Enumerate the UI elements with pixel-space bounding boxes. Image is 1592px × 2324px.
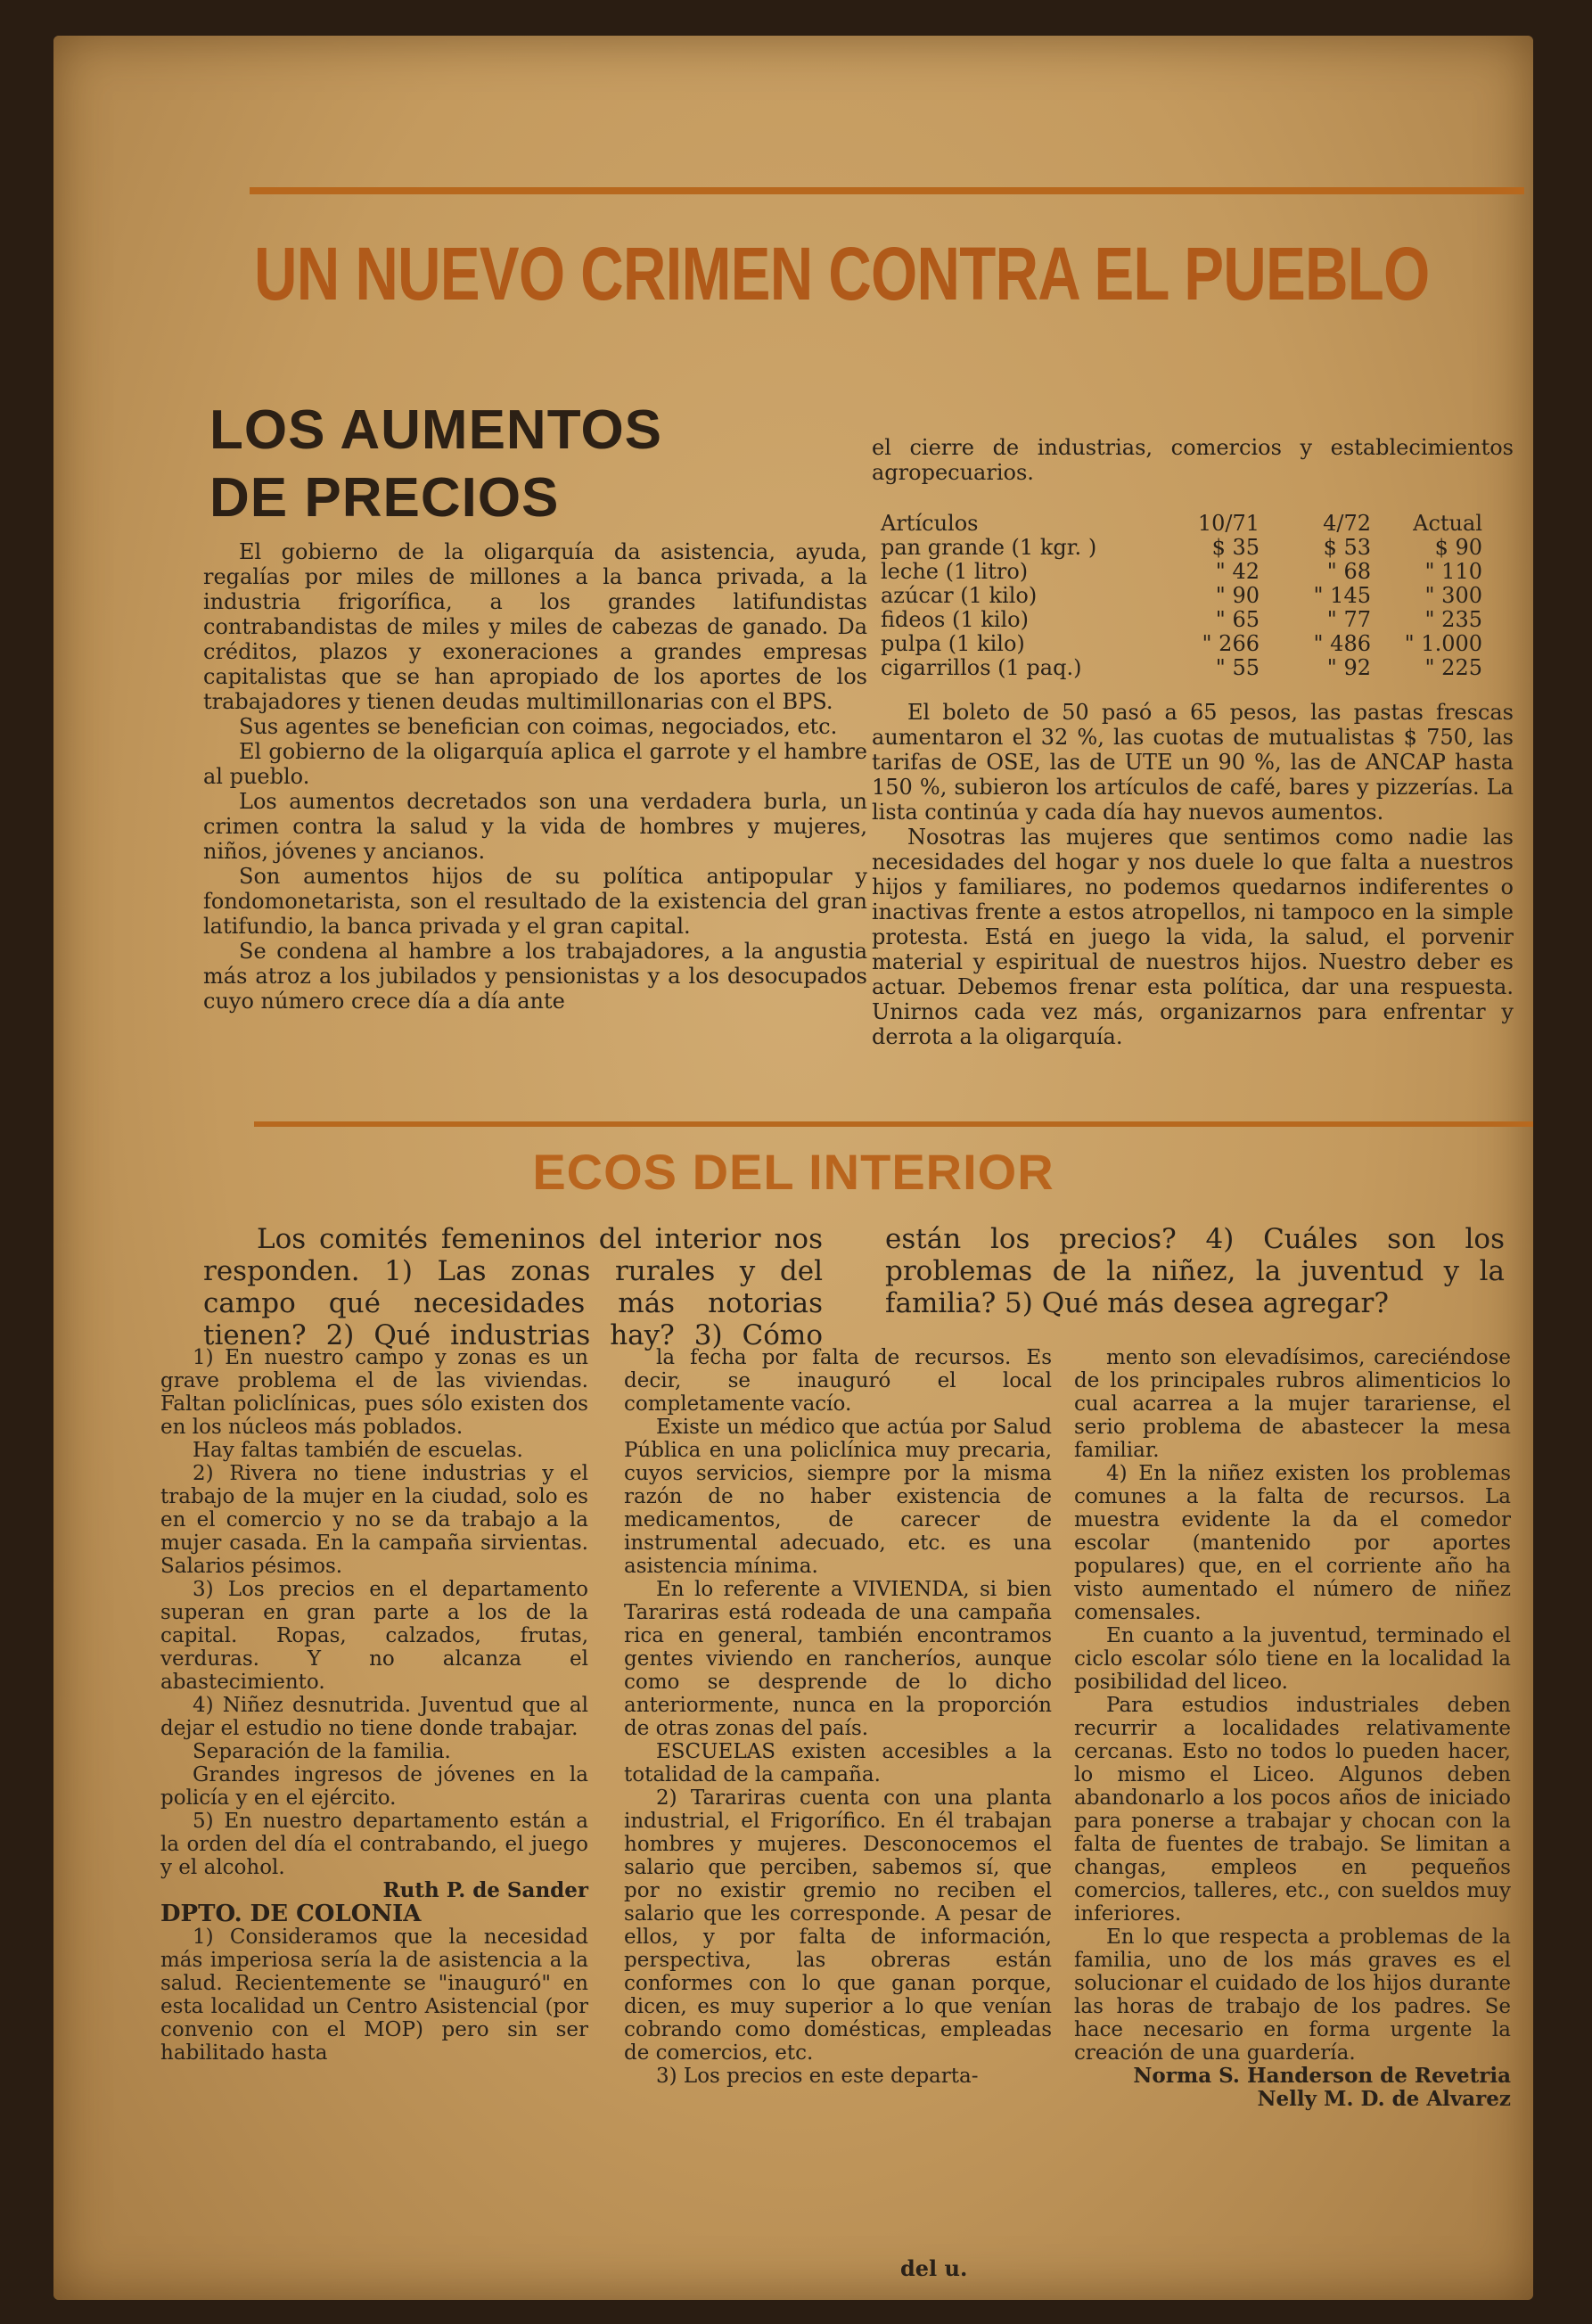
table-cell: " 68 [1326, 559, 1371, 584]
table-cell: cigarrillos (1 paq.) [881, 655, 1082, 680]
section-title-line2: DE PRECIOS [209, 467, 560, 529]
ecos-column-1 [160, 1346, 588, 2065]
paragraph: ESCUELAS existen accesibles a la totalidad de la campaña. [624, 1740, 1052, 1786]
ecos-column-2 [624, 1346, 1052, 2088]
table-cell: azúcar (1 kilo) [881, 583, 1038, 608]
paragraph: Los comités femeninos del interior nos responden. 1) Las zonas rurales y del campo qué necesidades más notorias tienen? 2) Qué industrias hay? 3) Cómo están los precios? 4) Cuáles son los problemas de la niñez, la juventud y la familia? 5) Qué más desea agregar? [203, 1223, 1505, 1351]
paragraph: Nosotras las mujeres que sentimos como nadie las necesidades del hogar y nos duele lo que falta a nuestros hijos y familiares, no podemos quedarnos indiferentes o inactivas frente a estos atropellos, ni tampoco en la simple protesta. Está en juego la vida, la salud, el porvenir material y espiritual de nuestros hijos. Nuestro deber es actuar. Debemos frenar esta política, dar una respuesta. Unirnos cada vez más, organizarnos para enfrentar y derrota a la oligarquía. [872, 825, 1514, 1049]
table-row [872, 608, 1491, 632]
aumentos-column-left [203, 539, 867, 1014]
paragraph: mento son elevadísimos, careciéndose de los principales rubros alimenticios lo cual acarrea a la mujer tarariense, el serio problema de abastecer la mesa familiar. [1074, 1346, 1511, 1462]
table-header: 10/71 [1197, 511, 1260, 536]
table-cell: " 77 [1326, 607, 1371, 632]
paragraph: 3) Los precios en este departa- [656, 2065, 979, 2088]
ecos-intro [203, 1223, 1505, 1351]
paragraph: 1) Consideramos que la necesidad más imperiosa sería la de asistencia a la salud. Recientemente se "inauguró" en esta localidad un Centro Asistencial (por convenio con el MOP) pero sin ser habilitado hasta [160, 1926, 588, 2065]
table-cell: $ 90 [1434, 535, 1482, 560]
table-cell: " 65 [1215, 607, 1260, 632]
paragraph: Para estudios industriales deben recurrir a localidades relativamente cercanas. Esto no todos lo pueden hacer, lo mismo el Liceo. Algunos deben abandonarlo a los pocos años de iniciado para ponerse a trabajar y chocan con la falta de fuentes de trabajo. Se limitan a changas, empleos en pequeños comercios, talleres, etc., con sueldos muy inferiores. [1074, 1694, 1511, 1926]
table-cell: " 110 [1424, 559, 1482, 584]
paragraph: En lo referente a VIVIENDA, si bien Tarariras está rodeada de una campaña rica en general, también encontramos gentes viviendo en rancheríos, aunque como se desprende de lo dicho anteriormente, nunca en la proporción de otras zonas del país. [624, 1578, 1052, 1740]
paragraph: Separación de la familia. [193, 1740, 451, 1763]
paragraph: Son aumentos hijos de su política antipopular y fondomonetarista, son el resultado de la existencia del gran latifundio, la banca privada y el gran capital. [203, 864, 867, 939]
price-table [872, 512, 1491, 680]
table-row [872, 656, 1491, 680]
table-row [872, 584, 1491, 608]
table-cell: " 235 [1424, 607, 1482, 632]
table-cell: $ 35 [1211, 535, 1260, 560]
table-row [872, 536, 1491, 560]
table-cell: " 486 [1313, 631, 1371, 656]
section-title-ecos: ECOS DEL INTERIOR [532, 1144, 1054, 1200]
table-cell: " 1.000 [1404, 631, 1482, 656]
paragraph: 4) En la niñez existen los problemas comunes a la falta de recursos. La muestra evidente la da el comedor escolar (mantenido por aportes populares) que, en el corriente año ha visto aumentado el número de niñez comensales. [1074, 1462, 1511, 1624]
table-cell: pan grande (1 kgr. ) [881, 535, 1097, 560]
section-title-aumentos [209, 397, 662, 532]
aumentos-column-right [872, 435, 1514, 1049]
middle-rule [254, 1121, 1533, 1127]
section-title-line1: LOS AUMENTOS [209, 399, 663, 461]
paragraph: 2) Rivera no tiene industrias y el trabajo de la mujer en la ciudad, solo es en el comercio y no se da trabajo a la mujer casada. En la campaña sirvientas. Salarios pésimos. [160, 1462, 588, 1578]
table-cell: " 42 [1215, 559, 1260, 584]
newspaper-page [53, 36, 1533, 2300]
paragraph: el cierre de industrias, comercios y establecimientos agropecuarios. [872, 435, 1514, 485]
paragraph: El boleto de 50 pasó a 65 pesos, las pastas frescas aumentaron el 32 %, las cuotas de mutualistas $ 750, las tarifas de OSE, las de UTE un 90 %, las de ANCAP hasta 150 %, subieron los artículos de café, bares y pizzerías. La lista continúa y cada día hay nuevos aumentos. [872, 700, 1514, 825]
table-header-row [872, 512, 1491, 536]
subhead-colonia: DPTO. DE COLONIA [160, 1901, 422, 1927]
table-cell: " 225 [1424, 655, 1482, 680]
headline: UN NUEVO CRIMEN CONTRA EL PUEBLO [254, 232, 1430, 316]
table-cell: " 266 [1202, 631, 1260, 656]
paragraph: la fecha por falta de recursos. Es decir, se inauguró el local completamente vacío. [624, 1346, 1052, 1416]
top-rule [250, 187, 1524, 194]
paragraph: Los aumentos decretados son una verdadera burla, un crimen contra la salud y la vida de hombres y mujeres, niños, jóvenes y ancianos. [203, 789, 867, 864]
signature: Nelly M. D. de Alvarez [1257, 2087, 1511, 2111]
paragraph: 2) Tarariras cuenta con una planta industrial, el Frigorífico. En él trabajan hombres y mujeres. Desconocemos el salario que perciben, sabemos sí, que por no existir gremio no reciben el salario que les corresponde. A pesar de ellos, y por falta de información, perspectiva, las obreras están conformes con lo que ganan porque, dicen, es muy superior a lo que venían cobrando como domésticas, empleadas de comercios, etc. [624, 1786, 1052, 2065]
paragraph: 5) En nuestro departamento están a la orden del día el contrabando, el juego y el alcohol. [160, 1810, 588, 1879]
paragraph: En cuanto a la juventud, terminado el ciclo escolar sólo tiene en la localidad la posibilidad del liceo. [1074, 1624, 1511, 1694]
paragraph: 1) En nuestro campo y zonas es un grave problema el de las viviendas. Faltan policlínicas, pues sólo existen dos en los núcleos más poblados. [160, 1346, 588, 1439]
paragraph: Hay faltas también de escuelas. [193, 1439, 523, 1462]
table-cell: " 300 [1424, 583, 1482, 608]
table-cell: " 145 [1313, 583, 1371, 608]
signature: Ruth P. de Sander [382, 1878, 588, 1902]
paragraph: Existe un médico que actúa por Salud Pública en una policlínica muy precaria, cuyos servicios, siempre por la misma razón de no haber existencia de medicamentos, de carecer de instrumental adecuado, etc. es una asistencia mínima. [624, 1416, 1052, 1578]
table-row [872, 632, 1491, 656]
ecos-column-3 [1074, 1346, 1511, 2111]
table-cell: " 90 [1215, 583, 1260, 608]
table-cell: " 92 [1326, 655, 1371, 680]
table-cell: " 55 [1215, 655, 1260, 680]
table-cell: $ 53 [1323, 535, 1371, 560]
table-cell: leche (1 litro) [881, 559, 1029, 584]
signature: Norma S. Handerson de Revetria [1133, 2064, 1511, 2088]
paragraph: 3) Los precios en el departamento superan en gran parte a los de la capital. Ropas, calzados, frutas, verduras. Y no alcanza el abastecimiento. [160, 1578, 588, 1694]
table-cell: pulpa (1 kilo) [881, 631, 1025, 656]
table-cell: fideos (1 kilo) [881, 607, 1029, 632]
paragraph: El gobierno de la oligarquía aplica el garrote y el hambre al pueblo. [203, 739, 867, 789]
table-row [872, 560, 1491, 584]
paragraph: En lo que respecta a problemas de la familia, uno de los más graves es el solucionar el cuidado de los hijos durante las horas de trabajo de los padres. Se hace necesario en forma urgente la creación de una guardería. [1074, 1926, 1511, 2065]
paragraph: El gobierno de la oligarquía da asistencia, ayuda, regalías por miles de millones a la banca privada, a la industria frigorífica, a los grandes latifundistas contrabandistas de miles y miles de cabezas de ganado. Da créditos, plazos y exoneraciones a grandes empresas capitalistas que se han apropiado de los aportes de los trabajadores y tienen deudas multimillonarias con el BPS. [203, 539, 867, 714]
page-mark: del u. [900, 2255, 968, 2281]
paragraph: Grandes ingresos de jóvenes en la policía y en el ejército. [160, 1763, 588, 1810]
table-header: Actual [1413, 511, 1482, 536]
paragraph: Sus agentes se benefician con coimas, negociados, etc. [239, 714, 838, 739]
table-header: 4/72 [1323, 511, 1371, 536]
paragraph: 4) Niñez desnutrida. Juventud que al dejar el estudio no tiene donde trabajar. [160, 1694, 588, 1740]
paragraph: Se condena al hambre a los trabajadores, a la angustia más atroz a los jubilados y pensionistas y a los desocupados cuyo número crece día a día ante [203, 939, 867, 1014]
table-header: Artículos [881, 511, 979, 536]
